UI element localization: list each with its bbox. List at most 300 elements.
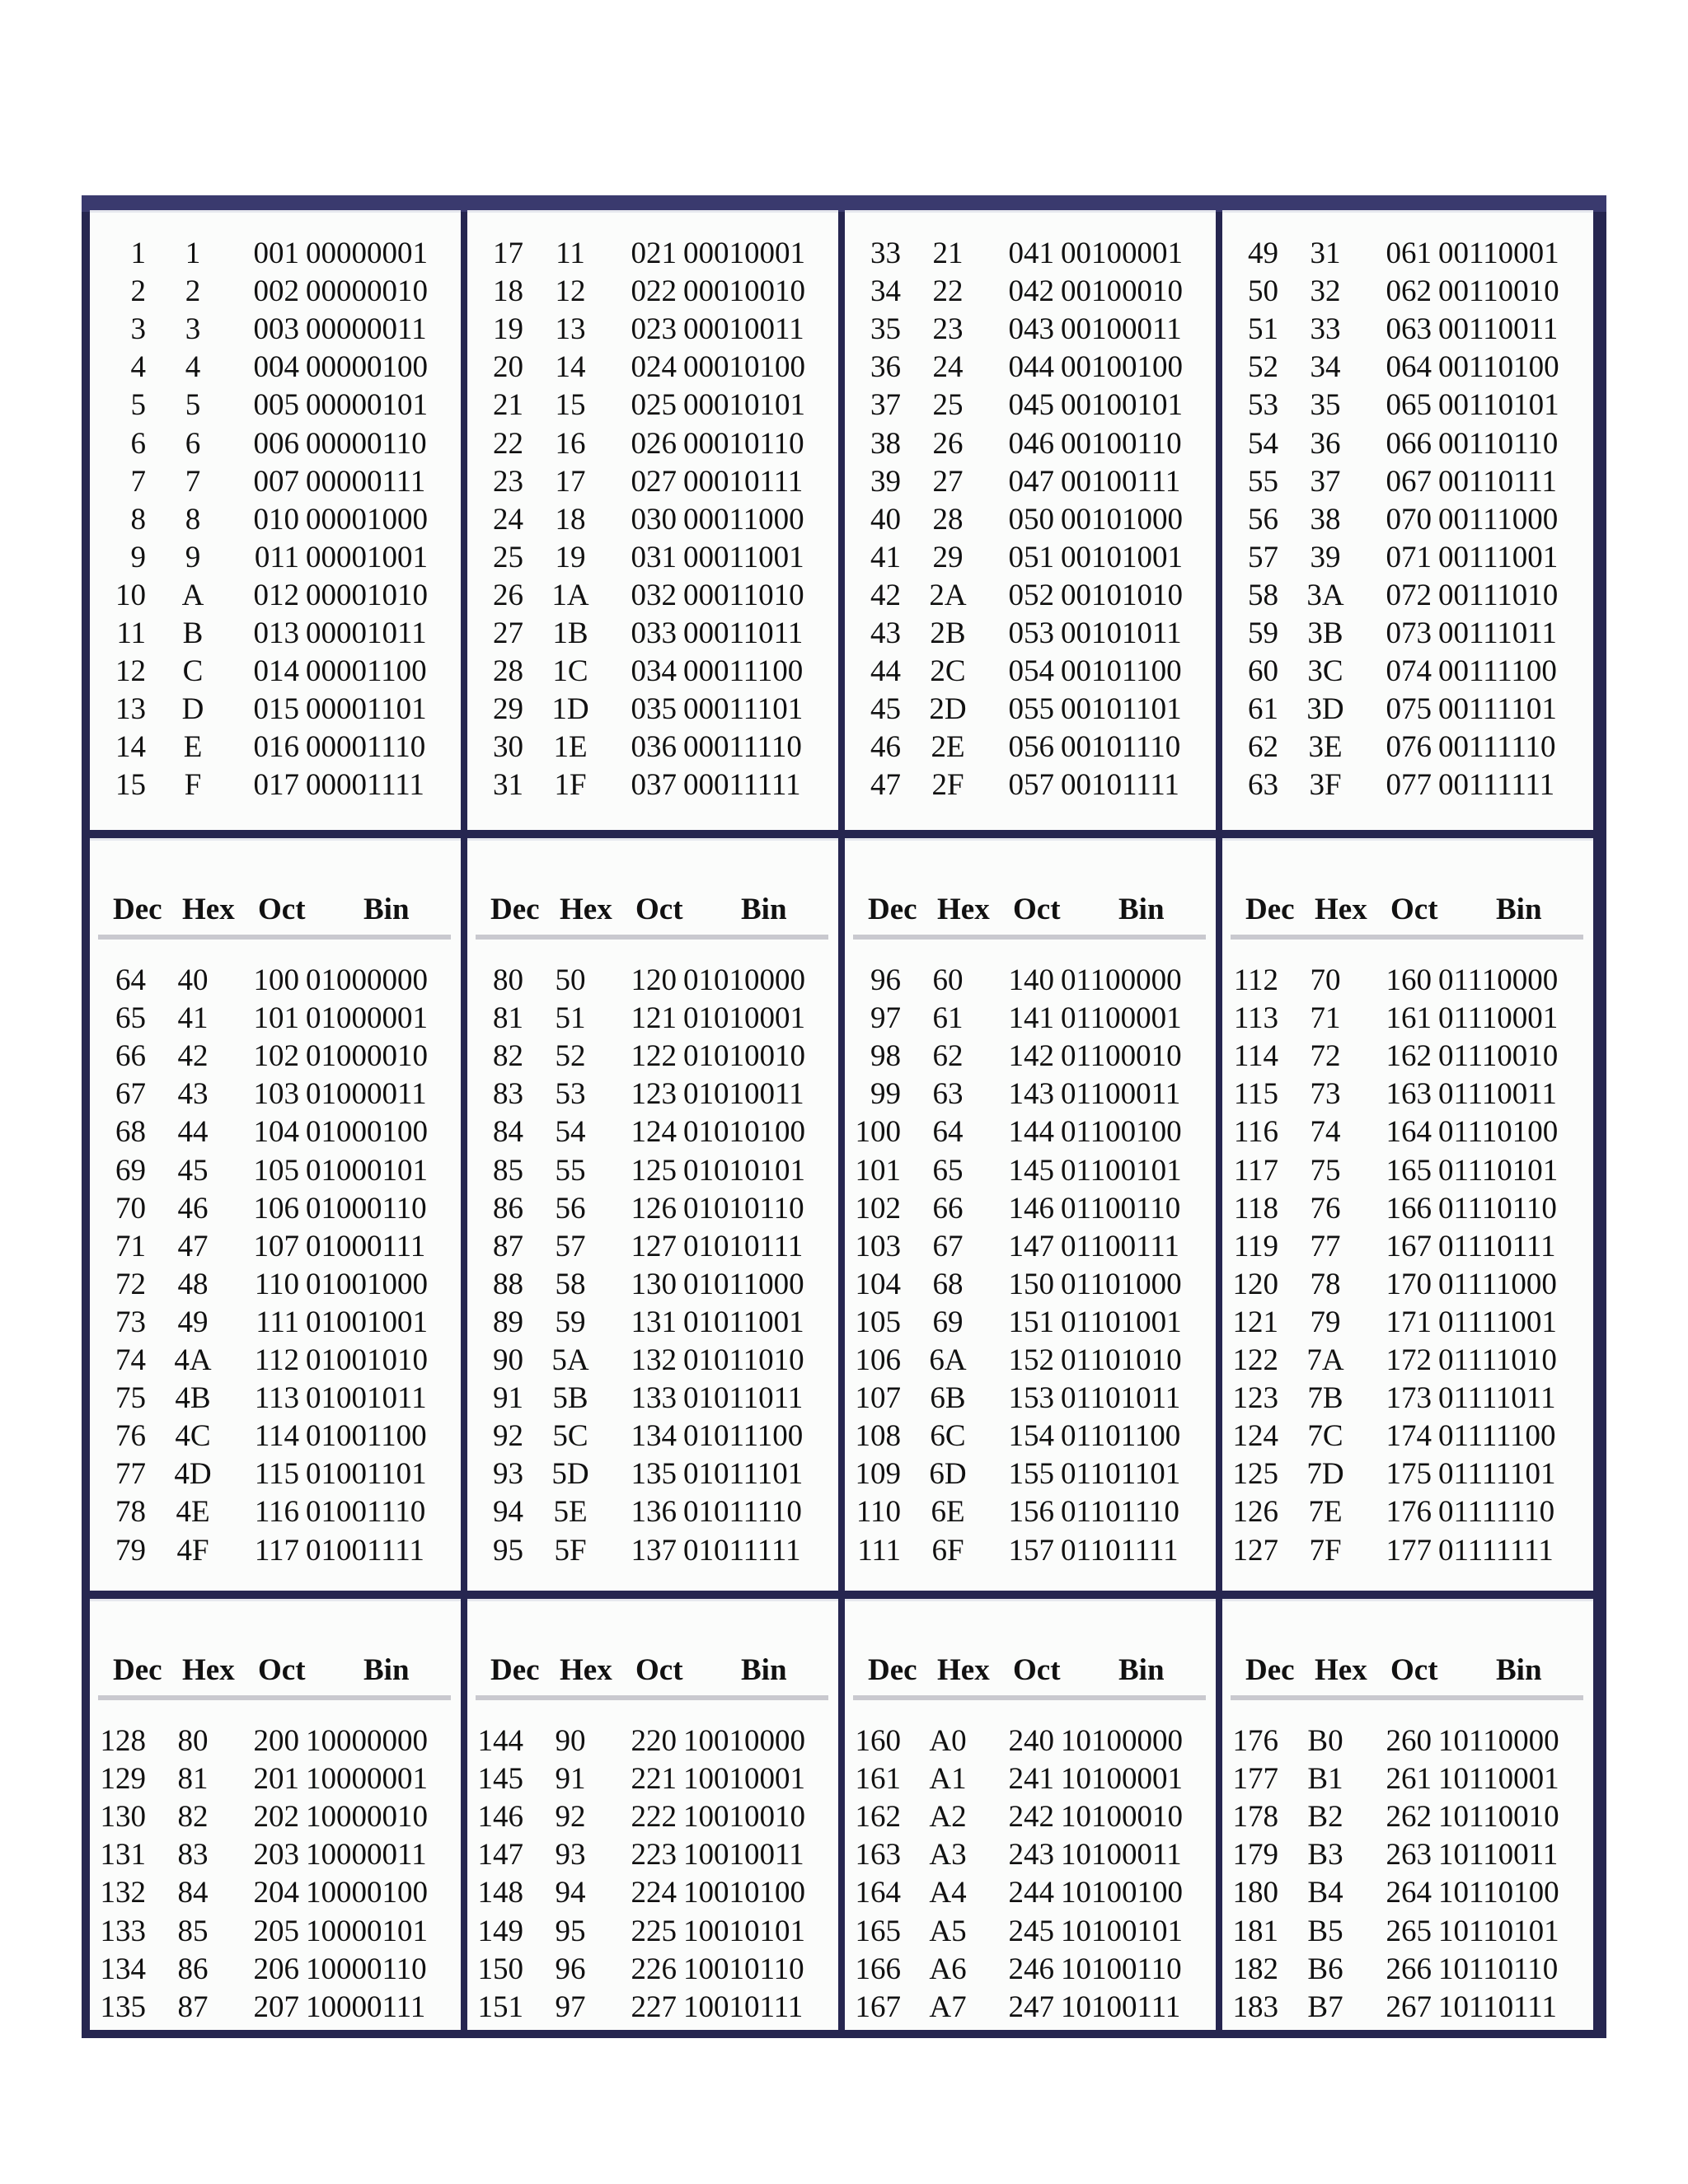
cell-bin: 01001100: [306, 1419, 427, 1454]
header-rule: [98, 935, 451, 940]
table-row: [845, 1380, 1216, 1418]
cell-hex: 50: [555, 963, 586, 997]
cell-bin: 01111100: [1438, 1419, 1556, 1454]
cell-hex: 3D: [1306, 692, 1344, 727]
cell-dec: 114: [1233, 1039, 1278, 1074]
cell-bin: 00001011: [306, 616, 427, 650]
cell-oct: 174: [1386, 1419, 1432, 1454]
cell-oct: 226: [631, 1952, 677, 1986]
cell-bin: 01011100: [683, 1419, 804, 1454]
table-row: [1222, 1190, 1593, 1228]
cell-oct: 044: [1008, 350, 1054, 385]
cell-dec: 17: [493, 237, 523, 270]
cell-dec: 120: [1232, 1267, 1278, 1301]
cell-dec: 90: [493, 1343, 523, 1377]
table-row: [1222, 349, 1593, 387]
table-row: [1222, 577, 1593, 615]
table-row: [845, 1228, 1216, 1266]
cell-hex: A3: [929, 1838, 967, 1872]
table-row: [90, 1455, 461, 1493]
cell-dec: 85: [493, 1153, 523, 1188]
cell-bin: 01110010: [1438, 1039, 1559, 1074]
cell-dec: 110: [856, 1495, 901, 1530]
cell-oct: 014: [253, 654, 299, 689]
cell-bin: 10010011: [683, 1838, 804, 1872]
cell-bin: 10010010: [683, 1800, 805, 1835]
cell-hex: 17: [555, 464, 586, 499]
cell-bin: 01000110: [306, 1191, 427, 1226]
cell-dec: 166: [855, 1952, 901, 1986]
cell-oct: 003: [253, 312, 299, 347]
cell-dec: 81: [493, 1001, 523, 1036]
cell-dec: 183: [1232, 1990, 1278, 2024]
cell-hex: 34: [1310, 350, 1341, 385]
cell-bin: 10110111: [1438, 1990, 1557, 2024]
cell-hex: 42: [177, 1039, 209, 1074]
cell-dec: 111: [857, 1533, 901, 1568]
header-hex: Hex: [560, 893, 612, 926]
cell-bin: 00101100: [1061, 654, 1182, 689]
table-row: [467, 1951, 838, 1989]
cell-oct: 227: [631, 1990, 677, 2024]
cell-oct: 154: [1008, 1419, 1054, 1454]
table-row: [467, 962, 838, 1000]
cell-hex: 5: [185, 388, 201, 423]
cell-oct: 263: [1386, 1838, 1432, 1872]
column-header-row: [96, 1652, 454, 1689]
cell-oct: 062: [1386, 274, 1432, 309]
cell-oct: 145: [1008, 1153, 1054, 1188]
cell-dec: 103: [855, 1229, 901, 1263]
table-row: [90, 273, 461, 311]
cell-bin: 01111110: [1438, 1495, 1555, 1530]
cell-dec: 132: [100, 1876, 146, 1910]
cell-bin: 01110110: [1438, 1191, 1557, 1226]
cell-hex: 36: [1310, 426, 1341, 461]
cell-bin: 10010000: [683, 1724, 805, 1758]
cell-bin: 00000100: [306, 350, 428, 385]
cell-bin: 01001111: [306, 1533, 424, 1568]
table-row: [90, 1000, 461, 1038]
cell-hex: 69: [932, 1305, 964, 1339]
cell-hex: 93: [555, 1838, 586, 1872]
table-row: [467, 1836, 838, 1874]
cell-dec: 95: [493, 1533, 523, 1568]
table-row: [467, 1152, 838, 1190]
header-rule: [853, 935, 1206, 940]
cell-dec: 106: [855, 1343, 901, 1377]
cell-bin: 01100111: [1061, 1229, 1179, 1263]
cell-bin: 00101010: [1061, 578, 1183, 612]
cell-dec: 163: [855, 1838, 901, 1872]
table-row: [90, 1152, 461, 1190]
cell-hex: 80: [177, 1724, 209, 1758]
cell-hex: 4C: [175, 1419, 211, 1454]
cell-dec: 126: [1232, 1495, 1278, 1530]
header-dec: Dec: [490, 893, 540, 926]
cell-oct: 070: [1386, 502, 1432, 537]
cell-bin: 10100100: [1061, 1876, 1183, 1910]
cell-hex: 2F: [931, 768, 964, 803]
cell-hex: A6: [929, 1952, 967, 1986]
cell-dec: 30: [493, 730, 523, 765]
header-bin: Bin: [1118, 1653, 1165, 1687]
cell-oct: 125: [631, 1153, 677, 1188]
cell-dec: 89: [493, 1305, 523, 1339]
cell-oct: 073: [1386, 616, 1432, 650]
table-row: [467, 501, 838, 539]
table-row: [1222, 1760, 1593, 1798]
table-row: [467, 1493, 838, 1531]
cell-dec: 145: [477, 1762, 523, 1797]
cell-oct: 205: [253, 1914, 299, 1948]
cell-oct: 150: [1008, 1267, 1054, 1301]
cell-oct: 262: [1386, 1800, 1432, 1835]
cell-bin: 01110111: [1438, 1229, 1556, 1263]
cell-oct: 142: [1008, 1039, 1054, 1074]
table-row: [467, 691, 838, 729]
table-row: [845, 1913, 1216, 1951]
cell-oct: 027: [631, 464, 677, 499]
cell-hex: 85: [177, 1914, 209, 1948]
cell-hex: 96: [555, 1952, 586, 1986]
cell-bin: 00110001: [1438, 237, 1559, 270]
cell-hex: 13: [555, 312, 586, 347]
cell-bin: 10100000: [1061, 1724, 1183, 1758]
cell-bin: 10100111: [1061, 1990, 1181, 2024]
cell-oct: 101: [253, 1001, 299, 1036]
cell-dec: 52: [1248, 350, 1278, 385]
cell-oct: 017: [253, 768, 299, 803]
cell-hex: 33: [1310, 312, 1341, 347]
cell-dec: 119: [1233, 1229, 1278, 1263]
cell-bin: 00000010: [306, 274, 428, 309]
table-row: [845, 1951, 1216, 1989]
cell-oct: 005: [253, 388, 299, 423]
cell-oct: 053: [1008, 616, 1054, 650]
cell-oct: 100: [253, 963, 299, 997]
cell-hex: 39: [1310, 540, 1341, 574]
cell-hex: 2B: [930, 616, 966, 650]
cell-hex: 24: [932, 350, 964, 385]
cell-oct: 007: [253, 464, 299, 499]
cell-dec: 97: [870, 1001, 901, 1036]
cell-dec: 12: [115, 654, 146, 689]
table-row: [845, 425, 1216, 463]
table-row: [845, 1798, 1216, 1836]
cell-bin: 01011000: [683, 1267, 804, 1301]
cell-bin: 01101110: [1061, 1495, 1179, 1530]
cell-bin: 01111000: [1438, 1267, 1557, 1301]
cell-dec: 160: [855, 1724, 901, 1758]
cell-bin: 00100110: [1061, 426, 1182, 461]
cell-oct: 052: [1008, 578, 1054, 612]
cell-oct: 176: [1386, 1495, 1432, 1530]
cell-bin: 01101001: [1061, 1305, 1182, 1339]
cell-oct: 132: [631, 1343, 677, 1377]
cell-oct: 153: [1008, 1381, 1054, 1416]
cell-oct: 243: [1008, 1838, 1054, 1872]
cell-dec: 100: [855, 1115, 901, 1150]
cell-oct: 135: [631, 1457, 677, 1492]
cell-hex: 92: [555, 1800, 586, 1835]
cell-bin: 01100010: [1061, 1039, 1182, 1074]
cell-oct: 127: [631, 1229, 677, 1263]
table-row: [1222, 1532, 1593, 1570]
cell-hex: 38: [1310, 502, 1341, 537]
cell-dec: 149: [477, 1914, 523, 1948]
cell-hex: 71: [1310, 1001, 1341, 1036]
cell-hex: 1A: [551, 578, 589, 612]
cell-oct: 202: [253, 1800, 299, 1835]
table-row: [1222, 463, 1593, 501]
cell-dec: 38: [870, 426, 901, 461]
cell-dec: 7: [130, 464, 146, 499]
table-row: [467, 539, 838, 577]
cell-dec: 164: [855, 1876, 901, 1910]
cell-bin: 01011010: [683, 1343, 804, 1377]
cell-oct: 264: [1386, 1876, 1432, 1910]
cell-hex: 12: [555, 274, 586, 309]
cell-bin: 00111101: [1438, 692, 1557, 727]
cell-oct: 136: [631, 1495, 677, 1530]
cell-hex: 68: [932, 1267, 964, 1301]
cell-dec: 112: [1233, 963, 1278, 997]
cell-hex: 7B: [1307, 1381, 1343, 1416]
cell-hex: 6B: [930, 1381, 966, 1416]
cell-oct: 146: [1008, 1191, 1054, 1226]
cell-dec: 34: [870, 274, 901, 309]
cell-hex: 52: [555, 1039, 586, 1074]
cell-oct: 116: [254, 1495, 299, 1530]
cell-dec: 26: [493, 578, 523, 612]
cell-hex: 3C: [1307, 654, 1343, 689]
table-row: [467, 766, 838, 804]
cell-bin: 00010100: [683, 350, 805, 385]
cell-oct: 245: [1008, 1914, 1054, 1948]
cell-bin: 01010011: [683, 1077, 804, 1112]
table-row: [467, 729, 838, 766]
cell-hex: 29: [932, 540, 964, 574]
cell-dec: 14: [115, 730, 146, 765]
cell-dec: 182: [1232, 1952, 1278, 1986]
cell-oct: 121: [631, 1001, 677, 1036]
table-row: [90, 1304, 461, 1342]
cell-bin: 00111010: [1438, 578, 1559, 612]
cell-oct: 043: [1008, 312, 1054, 347]
cell-hex: 1F: [554, 768, 587, 803]
cell-bin: 00110110: [1438, 426, 1559, 461]
table-row: [1222, 1913, 1593, 1951]
cell-oct: 244: [1008, 1876, 1054, 1910]
cell-oct: 117: [254, 1533, 299, 1568]
cell-dec: 70: [115, 1191, 146, 1226]
cell-dec: 130: [100, 1800, 146, 1835]
cell-bin: 00100011: [1061, 312, 1182, 347]
cell-bin: 10110110: [1438, 1952, 1559, 1986]
cell-dec: 94: [493, 1495, 523, 1530]
cell-oct: 032: [631, 578, 677, 612]
cell-bin: 10010110: [683, 1952, 804, 1986]
cell-dec: 121: [1232, 1305, 1278, 1339]
cell-dec: 147: [477, 1838, 523, 1872]
header-dec: Dec: [868, 893, 917, 926]
table-row: [845, 463, 1216, 501]
cell-bin: 01000011: [306, 1077, 427, 1112]
cell-bin: 10000000: [306, 1724, 428, 1758]
cell-hex: 6F: [931, 1533, 964, 1568]
cell-oct: 126: [631, 1191, 677, 1226]
table-row: [90, 615, 461, 653]
cell-hex: 27: [932, 464, 964, 499]
cell-oct: 151: [1008, 1305, 1054, 1339]
cell-dec: 82: [493, 1039, 523, 1074]
cell-bin: 01000101: [306, 1153, 428, 1188]
cell-hex: 3F: [1309, 768, 1342, 803]
cell-dec: 128: [100, 1724, 146, 1758]
header-oct: Oct: [258, 893, 306, 926]
cell-bin: 00111111: [1438, 768, 1555, 803]
table-row: [90, 1874, 461, 1912]
cell-bin: 10000100: [306, 1876, 428, 1910]
cell-hex: A2: [929, 1800, 967, 1835]
table-row: [1222, 501, 1593, 539]
table-row: [467, 349, 838, 387]
cell-dec: 23: [493, 464, 523, 499]
table-row: [845, 1000, 1216, 1038]
table-row: [845, 1493, 1216, 1531]
cell-bin: 01010100: [683, 1115, 805, 1150]
cell-dec: 150: [477, 1952, 523, 1986]
cell-oct: 206: [253, 1952, 299, 1986]
table-row: [467, 1913, 838, 1951]
cell-bin: 10110010: [1438, 1800, 1559, 1835]
table-row: [467, 1000, 838, 1038]
table-row: [1222, 387, 1593, 424]
cell-oct: 123: [631, 1077, 677, 1112]
cell-dec: 99: [870, 1077, 901, 1112]
cell-dec: 108: [855, 1419, 901, 1454]
cell-hex: 16: [555, 426, 586, 461]
cell-dec: 55: [1248, 464, 1278, 499]
header-rule: [1231, 1695, 1583, 1700]
cell-hex: 4A: [174, 1343, 212, 1377]
frame-top-bar: [82, 195, 1606, 212]
cell-oct: 045: [1008, 388, 1054, 423]
cell-oct: 065: [1386, 388, 1432, 423]
cell-dec: 56: [1248, 502, 1278, 537]
cell-hex: 11: [556, 237, 585, 270]
cell-hex: 77: [1310, 1229, 1341, 1263]
cell-oct: 114: [254, 1419, 299, 1454]
table-row: [90, 1190, 461, 1228]
cell-dec: 58: [1248, 578, 1278, 612]
cell-hex: 2C: [930, 654, 966, 689]
cell-dec: 54: [1248, 426, 1278, 461]
table-row: [1222, 1076, 1593, 1113]
cell-hex: 8: [185, 502, 201, 537]
table-row: [1222, 1874, 1593, 1912]
table-row: [90, 501, 461, 539]
table-row: [90, 349, 461, 387]
cell-bin: 01011011: [683, 1381, 804, 1416]
cell-oct: 115: [254, 1457, 299, 1492]
cell-oct: 015: [253, 692, 299, 727]
table-row: [467, 1076, 838, 1113]
cell-hex: E: [183, 730, 203, 765]
cell-oct: 023: [631, 312, 677, 347]
cell-oct: 224: [631, 1876, 677, 1910]
cell-bin: 00101001: [1061, 540, 1183, 574]
cell-hex: A7: [929, 1990, 967, 2024]
cell-dec: 73: [115, 1305, 146, 1339]
cell-dec: 10: [115, 578, 146, 612]
cell-oct: 265: [1386, 1914, 1432, 1948]
cell-dec: 64: [115, 963, 146, 997]
cell-oct: 160: [1386, 963, 1432, 997]
cell-dec: 162: [855, 1800, 901, 1835]
cell-hex: 22: [932, 274, 964, 309]
cell-oct: 246: [1008, 1952, 1054, 1986]
cell-bin: 01001110: [306, 1495, 426, 1530]
cell-hex: 61: [932, 1001, 964, 1036]
cell-oct: 066: [1386, 426, 1432, 461]
table-row: [845, 235, 1216, 273]
cell-oct: 077: [1386, 768, 1432, 803]
table-row: [467, 273, 838, 311]
cell-oct: 074: [1386, 654, 1432, 689]
header-rule: [853, 1695, 1206, 1700]
cell-hex: 3B: [1307, 616, 1343, 650]
cell-dec: 68: [115, 1115, 146, 1150]
cell-oct: 173: [1386, 1381, 1432, 1416]
cell-hex: 54: [555, 1115, 586, 1150]
cell-oct: 221: [631, 1762, 677, 1797]
table-row: [467, 577, 838, 615]
cell-oct: 242: [1008, 1800, 1054, 1835]
cell-hex: A: [181, 578, 204, 612]
cell-bin: 10100110: [1061, 1952, 1182, 1986]
cell-bin: 10110100: [1438, 1876, 1559, 1910]
table-row: [1222, 1493, 1593, 1531]
cell-hex: F: [184, 768, 202, 803]
cell-oct: 240: [1008, 1724, 1054, 1758]
cell-dec: 127: [1232, 1533, 1278, 1568]
cell-bin: 00100100: [1061, 350, 1183, 385]
cell-hex: 6C: [930, 1419, 966, 1454]
header-bin: Bin: [741, 893, 787, 926]
cell-oct: 010: [253, 502, 299, 537]
table-row: [90, 387, 461, 424]
cell-oct: 054: [1008, 654, 1054, 689]
cell-oct: 140: [1008, 963, 1054, 997]
cell-bin: 01110101: [1438, 1153, 1559, 1188]
cell-oct: 137: [631, 1533, 677, 1568]
cell-dec: 77: [115, 1457, 146, 1492]
cell-oct: 103: [253, 1077, 299, 1112]
table-row: [845, 691, 1216, 729]
cell-dec: 102: [855, 1191, 901, 1226]
table-row: [845, 539, 1216, 577]
header-oct: Oct: [258, 1653, 306, 1687]
cell-bin: 00000111: [306, 464, 426, 499]
cell-hex: 7F: [1309, 1533, 1342, 1568]
header-bin: Bin: [1496, 893, 1542, 926]
cell-oct: 177: [1386, 1533, 1432, 1568]
table-row: [1222, 1038, 1593, 1076]
table-block: [467, 838, 838, 1591]
column-header-row: [1229, 892, 1587, 928]
